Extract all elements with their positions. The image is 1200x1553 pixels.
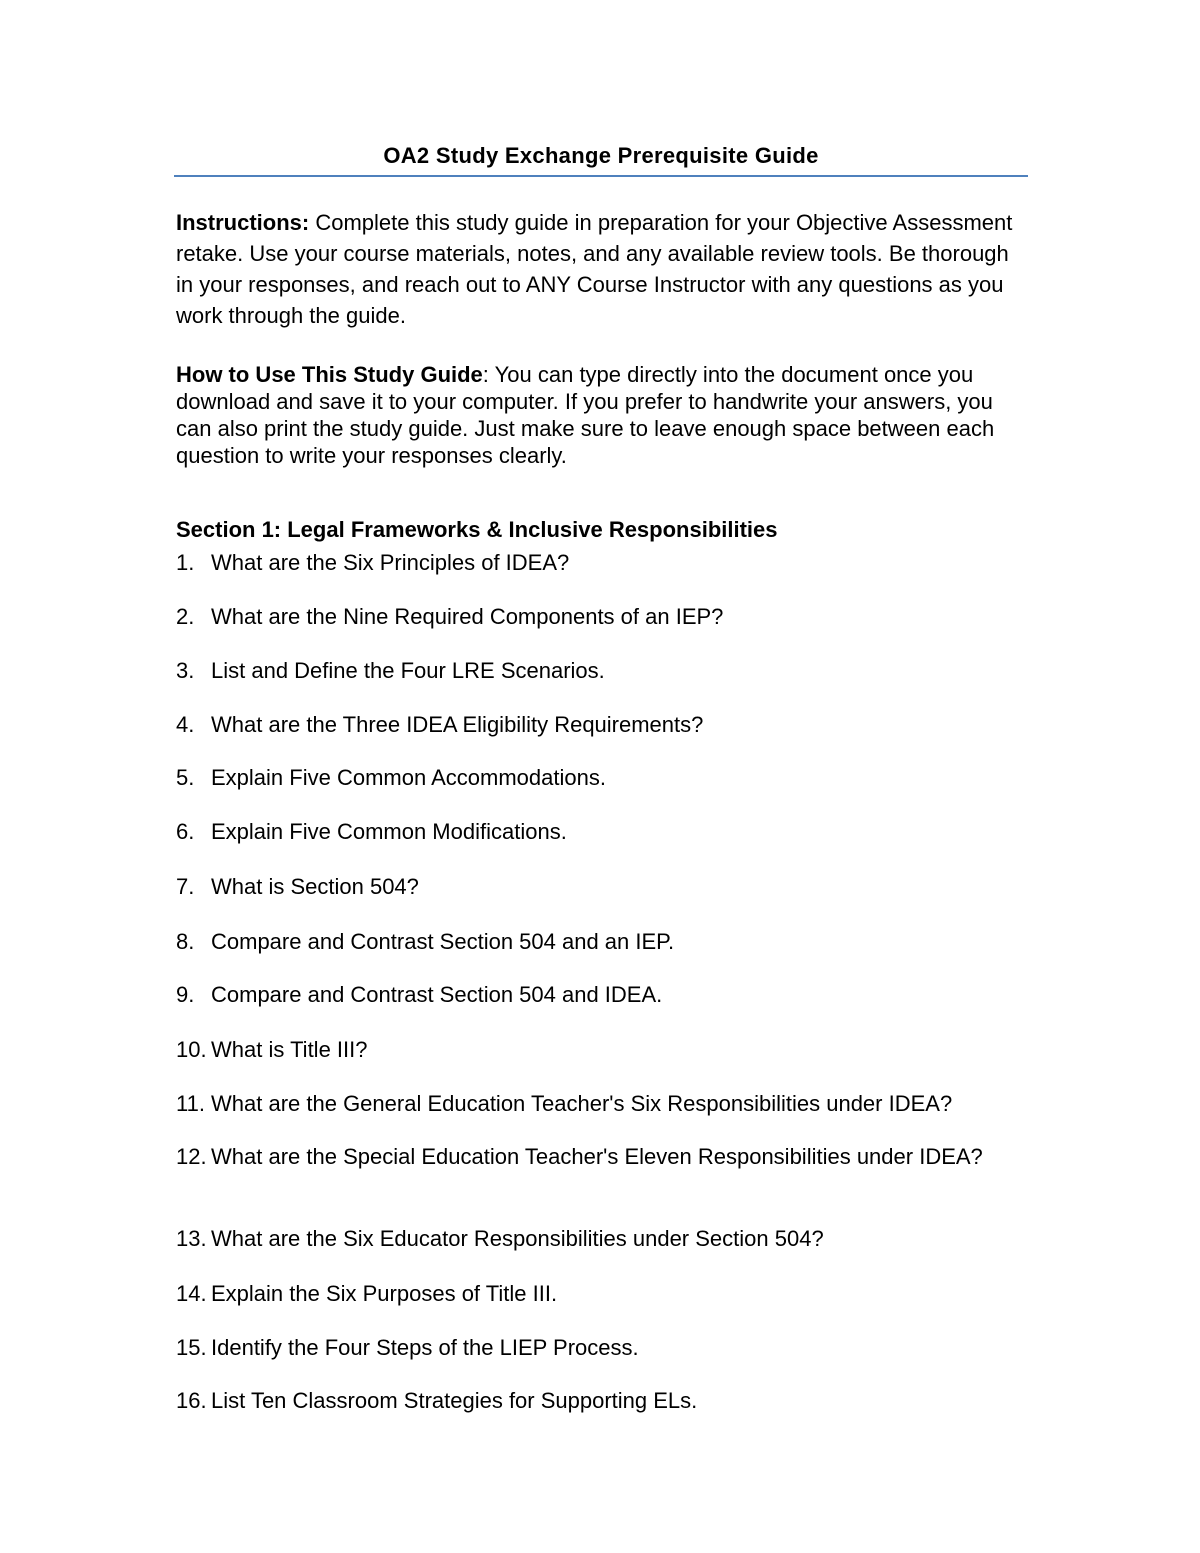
- question-text: Identify the Four Steps of the LIEP Process.: [211, 1335, 639, 1360]
- question-text: List and Define the Four LRE Scenarios.: [211, 658, 605, 683]
- question-text: What are the Nine Required Components of an IEP?: [211, 604, 724, 629]
- question-text: What are the Six Educator Responsibilities under Section 504?: [211, 1226, 824, 1251]
- question-number: 2.: [176, 604, 195, 629]
- question-number: 10.: [176, 1037, 207, 1062]
- question-number: 14.: [176, 1281, 207, 1306]
- question-text: List Ten Classroom Strategies for Supporting ELs.: [211, 1388, 698, 1413]
- question-16: [176, 1388, 1026, 1414]
- section-1-heading: Section 1: Legal Frameworks & Inclusive Responsibilities: [176, 517, 778, 542]
- question-5: [176, 765, 1026, 791]
- instructions-paragraph: [176, 207, 1026, 331]
- question-4: [176, 712, 1026, 738]
- title-divider: [174, 175, 1028, 177]
- question-text: What are the Three IDEA Eligibility Requirements?: [211, 712, 704, 737]
- question-number: 5.: [176, 765, 195, 790]
- question-number: 11.: [176, 1091, 205, 1116]
- question-1: [176, 550, 1026, 576]
- question-text: Compare and Contrast Section 504 and IDEA.: [211, 982, 663, 1007]
- question-13: [176, 1226, 1026, 1252]
- question-number: 3.: [176, 658, 195, 683]
- question-9: [176, 982, 1026, 1008]
- question-text: Explain the Six Purposes of Title III.: [211, 1281, 558, 1306]
- question-number: 7.: [176, 874, 195, 899]
- question-number: 6.: [176, 819, 195, 844]
- how-to-use-label: How to Use This Study Guide: [176, 362, 483, 387]
- question-number: 16.: [176, 1388, 207, 1413]
- question-number: 15.: [176, 1335, 207, 1360]
- question-7: [176, 874, 1026, 900]
- question-number: 9.: [176, 982, 195, 1007]
- question-text: Compare and Contrast Section 504 and an IEP.: [211, 929, 675, 954]
- question-8: [176, 929, 1026, 955]
- question-number: 12.: [176, 1144, 207, 1169]
- how-to-use-paragraph: [176, 361, 1026, 469]
- question-text: What is Section 504?: [211, 874, 419, 899]
- question-text: What are the General Education Teacher's Six Responsibilities under IDEA?: [211, 1091, 953, 1116]
- question-text: Explain Five Common Modifications.: [211, 819, 567, 844]
- question-2: [176, 604, 1026, 630]
- question-number: 4.: [176, 712, 195, 737]
- question-number: 13.: [176, 1226, 207, 1251]
- question-15: [176, 1335, 1026, 1361]
- question-3: [176, 658, 1026, 684]
- how-to-use-text: : You can type directly into the document once you download and save it to your computer. If you prefer to handwrite your answers, you can also print the study guide. Just make sure to leave enough space between each question to write your responses clearly.: [176, 362, 995, 468]
- question-10: [176, 1037, 1026, 1063]
- question-text: Explain Five Common Accommodations.: [211, 765, 606, 790]
- question-text: What is Title III?: [211, 1037, 368, 1062]
- question-14: [176, 1281, 1026, 1307]
- question-text: What are the Six Principles of IDEA?: [211, 550, 570, 575]
- question-text: What are the Special Education Teacher's Eleven Responsibilities under IDEA?: [211, 1144, 983, 1169]
- question-12: [176, 1144, 1026, 1170]
- question-number: 8.: [176, 929, 195, 954]
- question-11: [176, 1091, 1026, 1117]
- question-6: [176, 819, 1026, 845]
- instructions-label: Instructions:: [176, 210, 310, 235]
- document-title: OA2 Study Exchange Prerequisite Guide: [383, 143, 819, 168]
- question-number: 1.: [176, 550, 195, 575]
- instructions-text: Complete this study guide in preparation for your Objective Assessment retake. Use your course materials, notes, and any available review tools. Be thorough in your responses, and reach out to ANY Course Instructor with any questions as you work through the guide.: [176, 210, 1013, 328]
